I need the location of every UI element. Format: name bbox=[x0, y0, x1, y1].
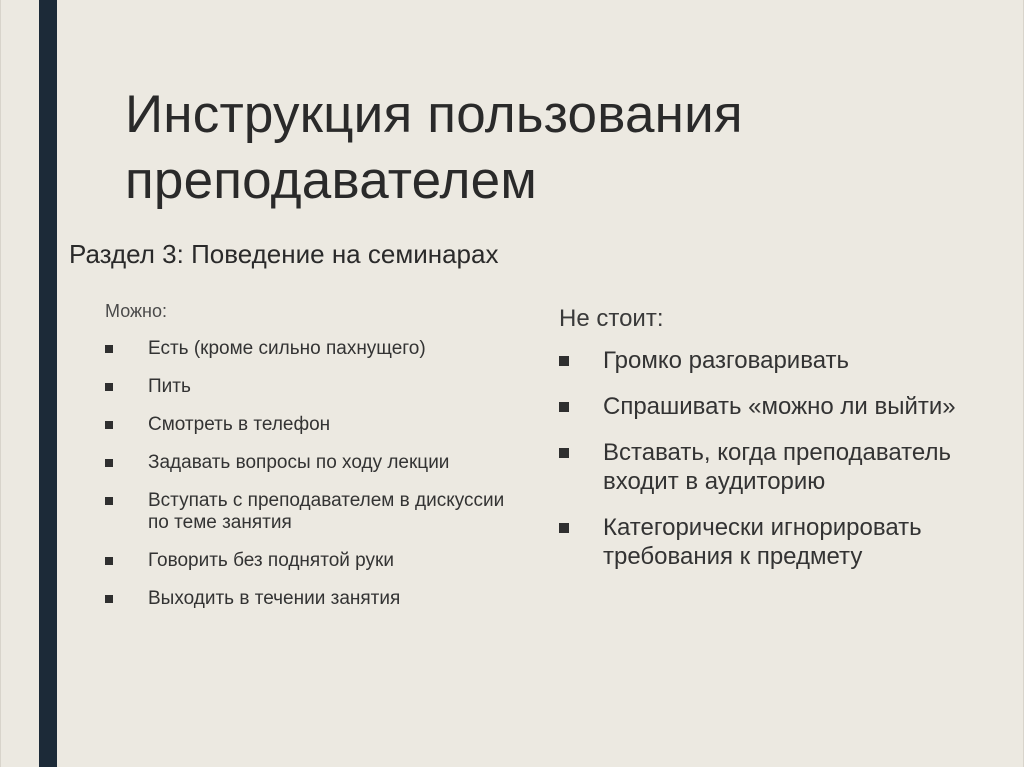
list-item-text: Громко разговаривать bbox=[603, 347, 850, 374]
list-item bbox=[105, 414, 505, 436]
not-recommended-heading: Не стоит: bbox=[559, 305, 664, 332]
allowed-heading: Можно: bbox=[105, 301, 167, 321]
slide-title: Инструкция пользования преподавателем bbox=[125, 85, 743, 210]
list-item bbox=[105, 550, 505, 572]
square-bullet-icon bbox=[559, 402, 569, 412]
square-bullet-icon bbox=[559, 523, 569, 533]
list-item-text: Спрашивать «можно ли выйти» bbox=[603, 393, 956, 420]
list-item-text: Пить bbox=[148, 376, 191, 397]
list-item bbox=[105, 338, 505, 360]
list-item-text: Смотреть в телефон bbox=[148, 414, 331, 435]
allowed-column bbox=[105, 298, 505, 626]
square-bullet-icon bbox=[559, 356, 569, 366]
not-recommended-list bbox=[559, 346, 989, 571]
list-item bbox=[559, 346, 989, 375]
list-item-text: Выходить в течении занятия bbox=[148, 588, 401, 609]
square-bullet-icon bbox=[105, 497, 113, 505]
square-bullet-icon bbox=[105, 383, 113, 391]
list-item-text: Вступать с преподавателем в дискуссии по теме занятия bbox=[148, 490, 505, 533]
square-bullet-icon bbox=[105, 459, 113, 467]
list-item bbox=[105, 452, 505, 474]
not-recommended-column bbox=[559, 302, 989, 588]
list-item bbox=[105, 376, 505, 398]
list-item-text: Говорить без поднятой руки bbox=[148, 550, 394, 571]
square-bullet-icon bbox=[105, 421, 113, 429]
list-item bbox=[105, 490, 505, 534]
allowed-list bbox=[105, 338, 505, 610]
list-item bbox=[105, 588, 505, 610]
list-item-text: Задавать вопросы по ходу лекции bbox=[148, 452, 450, 473]
list-item bbox=[559, 392, 989, 421]
list-item bbox=[559, 438, 989, 496]
list-item bbox=[559, 513, 989, 571]
square-bullet-icon bbox=[105, 345, 113, 353]
slide-subtitle: Раздел 3: Поведение на семинарах bbox=[69, 239, 499, 269]
list-item-text: Категорически игнорировать требования к предмету bbox=[603, 514, 922, 570]
list-item-text: Вставать, когда преподаватель входит в аудиторию bbox=[603, 439, 951, 495]
square-bullet-icon bbox=[105, 595, 113, 603]
list-item-text: Есть (кроме сильно пахнущего) bbox=[148, 338, 426, 359]
square-bullet-icon bbox=[105, 557, 113, 565]
accent-bar bbox=[39, 0, 57, 767]
square-bullet-icon bbox=[559, 448, 569, 458]
